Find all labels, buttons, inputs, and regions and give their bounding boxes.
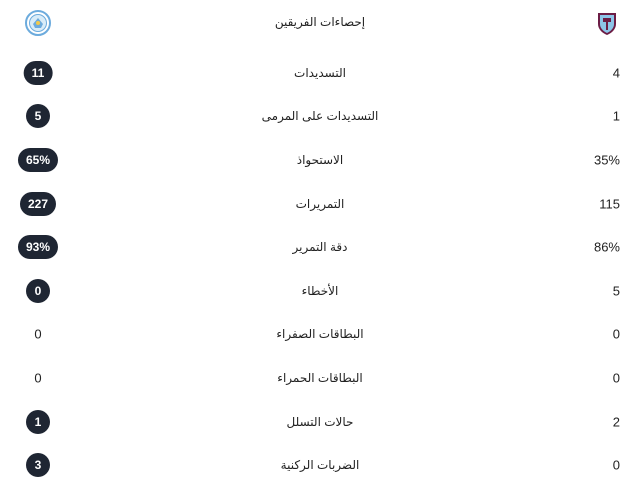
manchester-city-red-cards: 0 — [34, 370, 42, 386]
stat-row-fouls — [0, 269, 640, 313]
passes-pill: 227 — [20, 192, 56, 216]
yellow-cards-label: البطاقات الصفراء — [276, 327, 364, 342]
fouls-pill: 0 — [26, 279, 50, 303]
pass-accuracy-label: دقة التمرير — [292, 240, 348, 255]
stat-row-corners — [0, 443, 640, 487]
burnley-shots-on-target: 1 — [612, 108, 620, 124]
burnley-crest-icon — [594, 10, 620, 36]
shots-label: التسديدات — [294, 65, 346, 80]
offsides-label: حالات التسلل — [286, 414, 354, 429]
stat-row-red-cards — [0, 356, 640, 400]
corners-pill: 3 — [26, 453, 50, 477]
red-cards-label: البطاقات الحمراء — [277, 370, 363, 385]
shots-on-target-pill: 5 — [26, 104, 50, 128]
burnley-passes: 115 — [599, 196, 620, 212]
burnley-offsides: 2 — [612, 414, 620, 430]
burnley-fouls: 5 — [612, 283, 620, 299]
corners-label: الضربات الركنية — [280, 458, 360, 473]
burnley-red-cards: 0 — [612, 370, 620, 386]
burnley-possession: 35% — [593, 152, 620, 168]
stats-header — [0, 0, 640, 48]
shots-pill: 11 — [24, 61, 53, 85]
manchester-city-yellow-cards: 0 — [34, 326, 42, 342]
shots-on-target-label: التسديدات على المرمى — [261, 109, 379, 124]
stat-row-yellow-cards — [0, 313, 640, 357]
team-stats-list — [0, 51, 640, 487]
stat-row-pass-accuracy — [0, 225, 640, 269]
stat-row-passes — [0, 182, 640, 226]
pass-accuracy-pill: 93% — [18, 235, 58, 259]
page-title: إحصاءات الفريقين — [274, 15, 366, 29]
stat-row-shots-on-target — [0, 95, 640, 139]
possession-label: الاستحواذ — [296, 152, 344, 167]
stat-row-possession — [0, 138, 640, 182]
burnley-yellow-cards: 0 — [612, 326, 620, 342]
stat-row-offsides — [0, 400, 640, 444]
offsides-pill: 1 — [26, 410, 50, 434]
possession-pill: 65% — [18, 148, 58, 172]
burnley-corners: 0 — [612, 457, 620, 473]
stat-row-shots — [0, 51, 640, 95]
passes-label: التمريرات — [295, 196, 345, 211]
burnley-pass-accuracy: 86% — [593, 239, 620, 255]
fouls-label: الأخطاء — [301, 283, 339, 298]
burnley-shots: 4 — [612, 65, 620, 81]
